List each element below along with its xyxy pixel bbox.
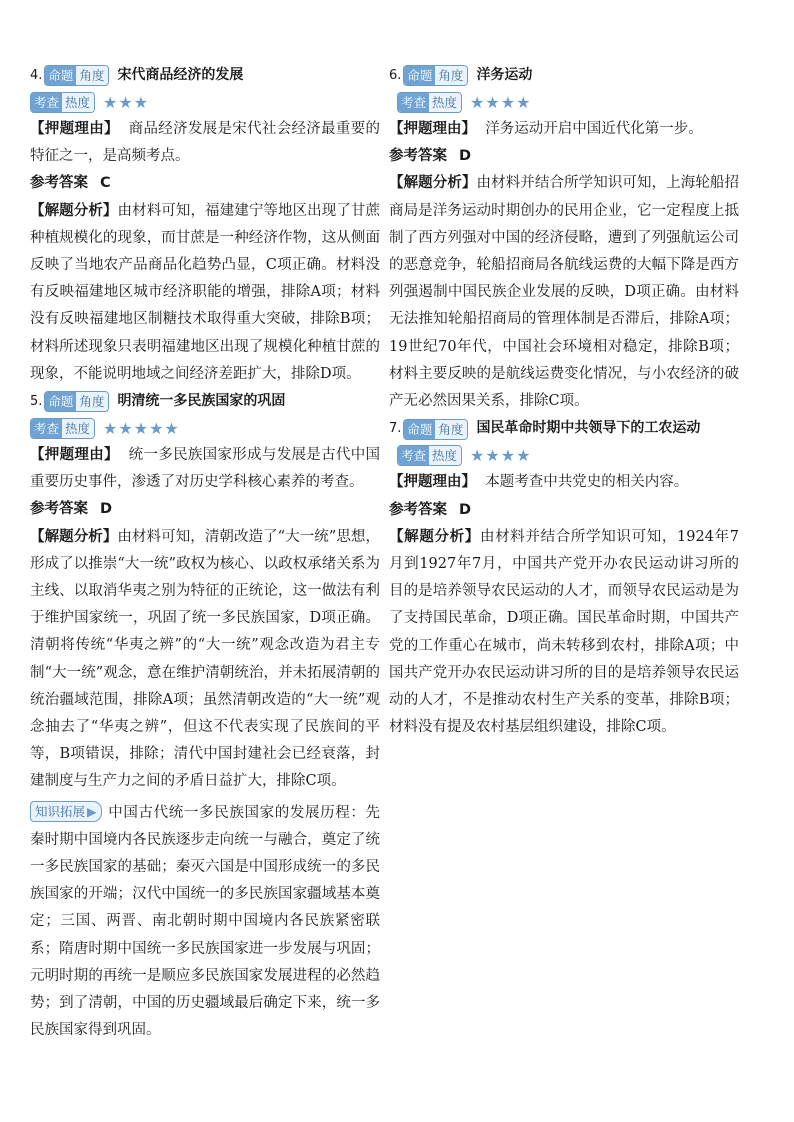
q4-reason: 【押题理由】 商品经济发展是宋代社会经济最重要的特征之一，是高频考点。 (30, 121, 381, 165)
q7-number: 7. (389, 421, 402, 437)
angle-tag: 命题 角度 (403, 65, 468, 86)
left-column (30, 62, 380, 1045)
q7-title: 国民革命时期中共领导下的工农运动 (476, 420, 701, 437)
q4-answer: 参考答案 C (30, 175, 111, 192)
q5-analysis: 【解题分析】由材料可知，清朝改造了“大一统”思想，形成了以推崇“大一统”政权为核心、以政权承绪关系为主线、以取消华夷之别为特征的正统论，这一做法有利于维护国家统一，巩固了统一多民族国家，D项正确。清朝将传统“华夷之辨”的“大一统”观念改造为君主专制“大一统”观念，意在维护清朝统治，并未拓展清朝的统治疆域范围，排除A项；虽然清朝改造的“大一统”观念抽去了“华夷之辨”，但这不代表实现了民族间的平等，B项错误，排除；清代中国封建社会已经衰落，封建制度与生产力之间的矛盾日益扩大，排除C项。 (30, 528, 380, 790)
q6-analysis: 【解题分析】由材料并结合所学知识可知，上海轮船招商局是洋务运动时期创办的民用企业，它一定程度上抵制了西方列强对中国的经济侵略，遭到了列强航运公司的恶意竞争，轮船招商局各航线运费的大幅下降是西方列强遏制中国民族企业发展的反映，D项正确。由材料无法推知轮船招商局的管理体制是否滞后，排除A项；19世纪70年代，中国社会环境相对稳定，排除B项；材料主要反映的是航线运费变化情况，与小农经济的破产无必然因果关系，排除C项。 (389, 175, 740, 410)
q4-heat (30, 89, 380, 116)
q5-answer: 参考答案 D (30, 501, 113, 518)
q6-number: 6. (389, 67, 402, 83)
q4-header (30, 62, 380, 89)
heat-tag: 考查 热度 (397, 445, 462, 466)
extension-tag: 知识拓展 ▶ (30, 801, 102, 822)
q7-heat (389, 442, 739, 469)
q5-header (30, 388, 380, 415)
q4-stars: ★★★ (103, 92, 150, 112)
q4-analysis: 【解题分析】由材料可知，福建建宁等地区出现了甘蔗种植规模化的现象，而甘蔗是一种经济作物，这从侧面反映了当地农产品商品化趋势凸显，C项正确。材料没有反映福建地区城市经济职能的增强，排除A项；材料没有反映福建地区制糖技术取得重大突破，排除B项；材料所述现象只表明福建地区出现了规模化种植甘蔗的现象，不能说明地域之间经济差距扩大，排除D项。 (30, 202, 381, 382)
q5-heat (30, 415, 380, 442)
q4-title: 宋代商品经济的发展 (117, 66, 244, 83)
angle-tag: 命题 角度 (403, 419, 468, 440)
angle-tag: 命题 角度 (44, 65, 109, 86)
q5-stars: ★★★★★ (103, 418, 180, 438)
q6-header (389, 62, 739, 89)
q7-reason: 【押题理由】 本题考查中共党史的相关内容。 (389, 474, 689, 491)
q5-reason: 【押题理由】 统一多民族国家形成与发展是古代中国重要历史事件，渗透了对历史学科核心素养的考查。 (30, 447, 381, 491)
q6-title: 洋务运动 (476, 66, 533, 83)
q7-header (389, 415, 739, 442)
q6-answer: 参考答案 D (389, 148, 472, 165)
arrow-right-icon: ▶ (87, 803, 97, 819)
q5-number: 5. (30, 393, 43, 409)
q4-number: 4. (30, 67, 43, 83)
q7-answer: 参考答案 D (389, 501, 472, 518)
q7-analysis: 【解题分析】由材料并结合所学知识可知，1924年7月到1927年7月，中国共产党开办农民运动讲习所的目的是培养领导农民运动的人才，而领导农民运动是为了支持国民革命，D项正确。国民革命时期，中国共产党的工作重心在城市，尚未转移到农村，排除A项；中国共产党开办农民运动讲习所的目的是培养领导农民运动的人才，不是推动农村生产关系的变革，排除B项；材料没有提及农村基层组织建设，排除C项。 (389, 528, 739, 736)
heat-tag: 考查 热度 (30, 92, 95, 113)
q5-title: 明清统一多民族国家的巩固 (117, 392, 286, 409)
q5-extension: 知识拓展 ▶ 中国古代统一多民族国家的发展历程：先秦时期中国境内各民族逐步走向统一与融合，奠定了统一多民族国家的基础；秦灭六国是中国形成统一的多民族国家的开端；汉代中国统一的多民族国家疆域基本奠定；三国、两晋、南北朝时期中国境内各民族紧密联系；隋唐时期中国统一多民族国家进一步发展与巩固；元明时期的再统一是顺应多民族国家发展进程的必然趋势；到了清朝，中国的历史疆域最后确定下来，统一多民族国家得到巩固。 (30, 800, 380, 1045)
right-column (389, 62, 739, 741)
q6-reason: 【押题理由】 洋务运动开启中国近代化第一步。 (389, 121, 703, 137)
q7-stars: ★★★★ (470, 446, 532, 466)
q6-stars: ★★★★ (470, 92, 532, 112)
angle-tag: 命题 角度 (44, 391, 109, 412)
heat-tag: 考查 热度 (30, 418, 95, 439)
q6-heat (389, 89, 739, 116)
heat-tag: 考查 热度 (397, 92, 462, 113)
